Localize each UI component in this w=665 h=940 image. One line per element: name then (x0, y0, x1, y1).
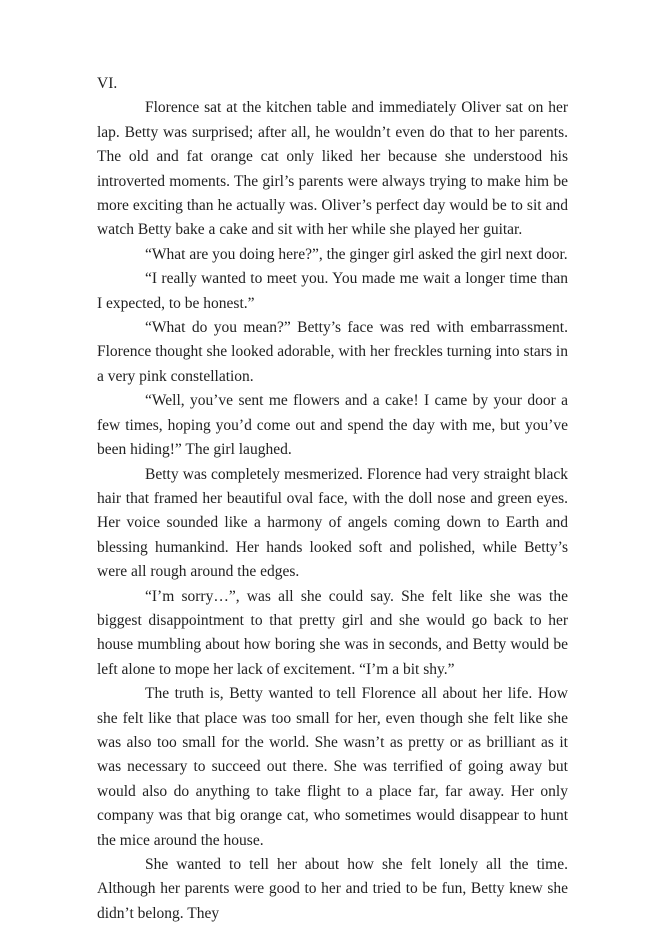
paragraph: Betty was completely mesmerized. Florence had very straight black hair that framed her beautiful oval face, with the doll nose and green eyes. Her voice sounded like a harmony of angels coming down to Earth and blessing humankind. Her hands looked soft and polished, while Betty’s were all rough around the edges. (97, 465, 568, 581)
paragraph: “What are you doing here?”, the ginger girl asked the girl next door. (145, 245, 568, 263)
paragraph: The truth is, Betty wanted to tell Florence all about her life. How she felt like that place was too small for her, even though she felt like she was also too small for the world. She wasn’t as pretty or as brilliant as it was necessary to succeed out there. She was terrified of going away but would also do anything to take flight to a place far, far away. Her only company was that big orange cat, who sometimes would disappear to hunt the mice around the house. (97, 685, 568, 849)
section-heading: VI. (97, 75, 118, 92)
paragraph: “What do you mean?” Betty’s face was red with embarrassment. Florence thought she looked adorable, with her freckles turning into stars in a very pink constellation. (97, 319, 568, 385)
paragraph: “I really wanted to meet you. You made me wait a longer time than I expected, to be honest.” (97, 270, 568, 312)
paragraph: “Well, you’ve sent me flowers and a cake! I came by your door a few times, hoping you’d come out and spend the day with me, but you’ve been hiding!” The girl laughed. (97, 392, 568, 459)
paragraph: “I’m sorry…”, was all she could say. She felt like she was the biggest disappointment to that pretty girl and she would go back to her house mumbling about how boring she was in seconds, and Betty would be left alone to mope her lack of excitement. “I’m a bit shy.” (97, 587, 568, 678)
paragraph: She wanted to tell her about how she felt lonely all the time. Although her parents were good to her and tried to be fun, Betty knew she didn’t belong. They (97, 856, 568, 922)
document-body (97, 96, 568, 926)
paragraph: Florence sat at the kitchen table and immediately Oliver sat on her lap. Betty was surprised; after all, he wouldn’t even do that to her parents. The old and fat orange cat only liked her because she understood his introverted moments. The girl’s parents were always trying to make him be more exciting than he actually was. Oliver’s perfect day would be to sit and watch Betty bake a cake and sit with her while she played her guitar. (97, 99, 568, 239)
